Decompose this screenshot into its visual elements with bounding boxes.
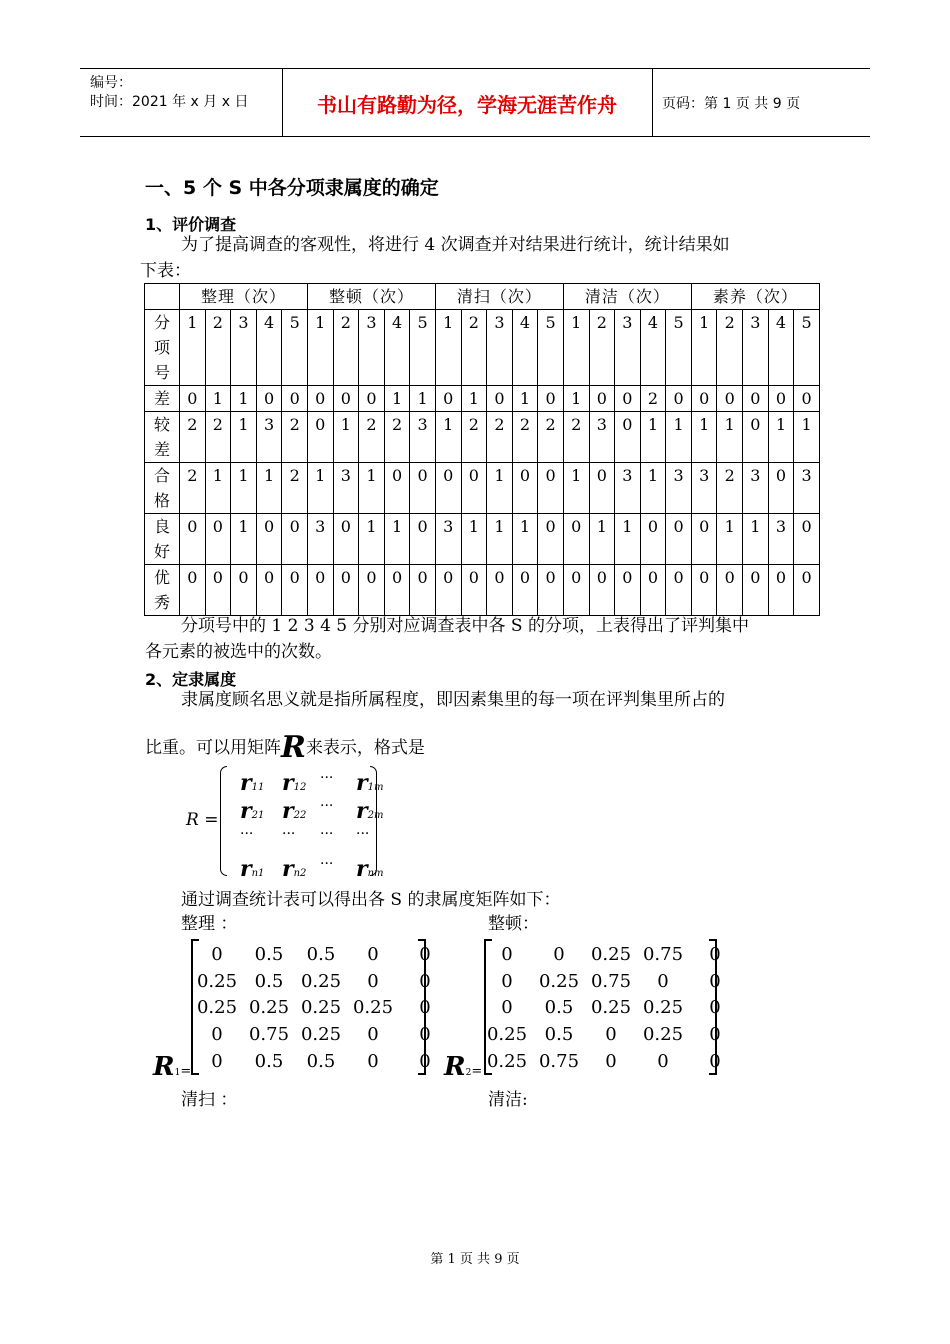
table-group-header: 整理（次） — [180, 284, 308, 310]
r1-entry: 0 — [419, 1024, 431, 1045]
table-cell: 0 — [435, 565, 461, 616]
r1-entry: 0 — [367, 944, 379, 965]
r1-entry: 0.25 — [196, 971, 238, 992]
table-cell: 0 — [461, 463, 487, 514]
section-title: 一、5 个 S 中各分项隶属度的确定 — [145, 177, 439, 199]
table-item-number: 1 — [691, 310, 717, 386]
general-matrix-entry: rn2 — [282, 856, 307, 882]
r1-entry: 0 — [211, 1051, 223, 1072]
table-cell: 2 — [563, 412, 589, 463]
table-cell: 0 — [589, 463, 615, 514]
R2-subscript: 2 — [465, 1068, 472, 1078]
table-cell: 0 — [256, 514, 282, 565]
table-cell: 0 — [538, 463, 564, 514]
table-cell: 1 — [743, 514, 769, 565]
r2-entry: 0 — [501, 971, 513, 992]
table-cell: 1 — [231, 514, 257, 565]
table-cell: 3 — [435, 514, 461, 565]
table-item-number: 4 — [512, 310, 538, 386]
R2-symbol: R — [444, 1052, 466, 1082]
table-cell: 0 — [768, 386, 794, 412]
table-group-header: 整顿（次） — [307, 284, 435, 310]
table-cell: 1 — [333, 412, 359, 463]
table-item-number: 1 — [307, 310, 333, 386]
r2-entry: 0 — [657, 1051, 669, 1072]
table-cell: 1 — [256, 463, 282, 514]
table-cell: 0 — [691, 386, 717, 412]
table-cell: 0 — [205, 514, 231, 565]
r1-entry: 0.5 — [306, 1051, 336, 1072]
r2-entry: 0.25 — [486, 1051, 528, 1072]
table-cell: 2 — [538, 412, 564, 463]
r2-entry: 0.25 — [590, 997, 632, 1018]
table-cell: 0 — [794, 565, 820, 616]
table-cell: 0 — [717, 386, 743, 412]
table-cell: 2 — [180, 463, 206, 514]
table-cell: 1 — [231, 386, 257, 412]
table-cell: 1 — [512, 514, 538, 565]
table-cell: 2 — [512, 412, 538, 463]
r2-entry: 0 — [709, 944, 721, 965]
general-matrix-entry: r12 — [282, 770, 307, 796]
r2-entry: 0 — [605, 1051, 617, 1072]
table-cell: 0 — [743, 412, 769, 463]
r1-entry: 0 — [367, 1051, 379, 1072]
r1-entry: 0.25 — [248, 997, 290, 1018]
general-matrix-entry: r22 — [282, 798, 307, 824]
paragraph-1-line-2: 下表： — [140, 261, 191, 281]
table-cell: 1 — [589, 514, 615, 565]
table-cell: 0 — [512, 463, 538, 514]
table-item-number: 5 — [538, 310, 564, 386]
paragraph-2-line-2: 各元素的被选中的次数。 — [145, 642, 332, 662]
table-cell: 0 — [487, 386, 513, 412]
table-row-label: 差 — [145, 386, 180, 412]
R1-label: R1= — [153, 1052, 192, 1082]
table-cell: 0 — [768, 565, 794, 616]
paragraph-3-line-1: 隶属度顾名思义就是指所属程度，即因素集里的每一项在评判集里所占的 — [181, 690, 725, 710]
table-cell: 0 — [307, 412, 333, 463]
table-cell: 0 — [410, 463, 436, 514]
r1-entry: 0.25 — [300, 1024, 342, 1045]
r2-entry: 0 — [657, 971, 669, 992]
r2-entry: 0 — [709, 1051, 721, 1072]
label-qingsao: 清扫 ： — [181, 1090, 238, 1110]
table-group-header: 清洁（次） — [563, 284, 691, 310]
table-item-number: 5 — [794, 310, 820, 386]
r1-entry: 0.5 — [254, 971, 284, 992]
table-cell: 0 — [461, 565, 487, 616]
table-cell: 2 — [461, 412, 487, 463]
table-cell: 0 — [307, 386, 333, 412]
label-zhengli: 整理 ： — [181, 914, 238, 934]
table-cell: 2 — [487, 412, 513, 463]
table-cell: 0 — [666, 514, 692, 565]
table-cell: 1 — [563, 463, 589, 514]
table-cell: 2 — [282, 463, 308, 514]
table-cell: 0 — [691, 514, 717, 565]
table-cell: 0 — [359, 386, 385, 412]
table-item-number: 2 — [589, 310, 615, 386]
table-cell: 3 — [666, 463, 692, 514]
table-item-number: 3 — [615, 310, 641, 386]
r2-entry: 0 — [553, 944, 565, 965]
table-cell: 0 — [794, 514, 820, 565]
r2-entry: 0.75 — [590, 971, 632, 992]
page-number-label: 页码：第 1 页 共 9 页 — [662, 96, 801, 112]
paragraph-3-text-b: 来表示，格式是 — [305, 738, 425, 758]
R1-subscript: 1 — [174, 1068, 181, 1078]
table-cell: 1 — [512, 386, 538, 412]
table-cell: 3 — [589, 412, 615, 463]
table-cell: 0 — [615, 412, 641, 463]
table-cell: 2 — [180, 412, 206, 463]
table-cell: 3 — [768, 514, 794, 565]
table-cell: 0 — [615, 565, 641, 616]
table-cell: 1 — [461, 386, 487, 412]
motto: 书山有路勤为径，学海无涯苦作舟 — [317, 93, 617, 117]
table-item-number: 3 — [743, 310, 769, 386]
table-item-number: 3 — [487, 310, 513, 386]
general-matrix-entry: ··· — [320, 826, 334, 842]
subsection-membership: 2、定隶属度 — [145, 670, 237, 689]
table-cell: 1 — [359, 514, 385, 565]
r2-entry: 0.5 — [544, 1024, 574, 1045]
table-item-number: 1 — [435, 310, 461, 386]
table-cell: 2 — [205, 412, 231, 463]
table-cell: 0 — [563, 565, 589, 616]
table-cell: 0 — [180, 386, 206, 412]
table-cell: 1 — [410, 386, 436, 412]
table-cell: 1 — [717, 412, 743, 463]
table-cell: 0 — [538, 514, 564, 565]
matrix-symbol-R: R — [281, 730, 306, 765]
r1-entry: 0.25 — [300, 997, 342, 1018]
label-zhengdun: 整顿： — [488, 914, 539, 934]
r1-entry: 0 — [367, 1024, 379, 1045]
r2-entry: 0.25 — [642, 997, 684, 1018]
table-item-number: 4 — [256, 310, 282, 386]
table-cell: 0 — [691, 565, 717, 616]
table-item-number: 2 — [461, 310, 487, 386]
table-cell: 1 — [563, 386, 589, 412]
table-cell: 3 — [256, 412, 282, 463]
table-cell: 0 — [384, 463, 410, 514]
paragraph-4: 通过调查统计表可以得出各 S 的隶属度矩阵如下： — [181, 890, 561, 910]
table-cell: 0 — [384, 565, 410, 616]
r1-entry: 0 — [419, 997, 431, 1018]
r1-entry: 0 — [419, 944, 431, 965]
table-cell: 0 — [256, 565, 282, 616]
table-cell: 1 — [717, 514, 743, 565]
general-matrix-entry: rnm — [356, 856, 384, 882]
r2-entry: 0.75 — [538, 1051, 580, 1072]
table-cell: 0 — [666, 565, 692, 616]
r1-entry: 0.75 — [248, 1024, 290, 1045]
table-cell: 1 — [231, 412, 257, 463]
general-matrix-entry: r2m — [356, 798, 384, 824]
table-item-number: 4 — [384, 310, 410, 386]
table-cell: 3 — [333, 463, 359, 514]
table-cell: 0 — [333, 386, 359, 412]
r1-entry: 0.25 — [196, 997, 238, 1018]
table-group-header: 素养（次） — [691, 284, 819, 310]
r1-entry: 0 — [419, 1051, 431, 1072]
table-cell: 0 — [615, 386, 641, 412]
r2-entry: 0 — [709, 997, 721, 1018]
general-matrix-lhs: R = — [186, 810, 219, 830]
table-cell: 1 — [359, 463, 385, 514]
number-label: 编号： — [90, 75, 132, 91]
table-cell: 1 — [461, 514, 487, 565]
r2-entry: 0 — [709, 1024, 721, 1045]
table-cell: 1 — [794, 412, 820, 463]
table-cell: 0 — [180, 565, 206, 616]
table-cell: 2 — [717, 463, 743, 514]
table-cell: 0 — [743, 565, 769, 616]
r1-entry: 0.5 — [306, 944, 336, 965]
table-cell: 1 — [691, 412, 717, 463]
table-cell: 0 — [768, 463, 794, 514]
table-item-number: 4 — [640, 310, 666, 386]
general-matrix-entry: r21 — [240, 798, 265, 824]
table-cell: 0 — [666, 386, 692, 412]
table-cell: 1 — [205, 386, 231, 412]
table-cell: 0 — [487, 565, 513, 616]
table-cell: 1 — [640, 463, 666, 514]
table-item-number: 2 — [333, 310, 359, 386]
table-cell: 0 — [794, 386, 820, 412]
table-row-label: 良好 — [145, 514, 180, 565]
table-cell: 0 — [589, 565, 615, 616]
table-cell: 3 — [410, 412, 436, 463]
table-cell: 0 — [563, 514, 589, 565]
r2-entry: 0.25 — [590, 944, 632, 965]
table-cell: 3 — [691, 463, 717, 514]
r2-entry: 0 — [709, 971, 721, 992]
table-cell: 0 — [359, 565, 385, 616]
r1-entry: 0 — [419, 971, 431, 992]
r2-entry: 0.25 — [486, 1024, 528, 1045]
page-footer: 第 1 页 共 9 页 — [430, 1252, 520, 1267]
table-cell: 2 — [359, 412, 385, 463]
table-cell: 0 — [282, 514, 308, 565]
table-item-number: 2 — [717, 310, 743, 386]
table-cell: 0 — [282, 565, 308, 616]
table-cell: 0 — [282, 386, 308, 412]
r2-entry: 0 — [501, 944, 513, 965]
table-cell: 1 — [487, 514, 513, 565]
table-cell: 1 — [384, 514, 410, 565]
r1-entry: 0 — [211, 944, 223, 965]
table-item-number: 4 — [768, 310, 794, 386]
table-cell: 1 — [231, 463, 257, 514]
table-item-number: 3 — [359, 310, 385, 386]
table-cell: 0 — [512, 565, 538, 616]
r2-entry: 0.25 — [642, 1024, 684, 1045]
r1-entry: 0.25 — [352, 997, 394, 1018]
time-label: 时间：2021 年 x 月 x 日 — [90, 94, 249, 110]
R1-symbol: R — [153, 1052, 175, 1082]
table-item-number: 1 — [563, 310, 589, 386]
table-item-number: 1 — [180, 310, 206, 386]
general-matrix-entry: r11 — [240, 770, 265, 796]
table-cell: 3 — [615, 463, 641, 514]
r2-entry: 0.25 — [538, 971, 580, 992]
table-item-number: 5 — [282, 310, 308, 386]
table-item-number: 5 — [666, 310, 692, 386]
r1-entry: 0 — [211, 1024, 223, 1045]
table-item-number: 5 — [410, 310, 436, 386]
general-matrix-entry: ··· — [320, 798, 334, 814]
subsection-evaluation: 1、评价调查 — [145, 215, 237, 234]
general-matrix-entry: ··· — [320, 770, 334, 786]
table-cell: 0 — [410, 514, 436, 565]
table-cell: 0 — [640, 514, 666, 565]
table-cell: 0 — [333, 565, 359, 616]
r2-entry: 0.5 — [544, 997, 574, 1018]
paragraph-1-line-1: 为了提高调查的客观性，将进行 4 次调查并对结果进行统计，统计结果如 — [181, 235, 730, 255]
r1-entry: 0.5 — [254, 1051, 284, 1072]
table-cell: 0 — [333, 514, 359, 565]
table-item-number: 2 — [205, 310, 231, 386]
table-cell: 1 — [768, 412, 794, 463]
table-cell: 0 — [435, 386, 461, 412]
table-cell: 0 — [307, 565, 333, 616]
table-cell: 1 — [666, 412, 692, 463]
table-cell: 1 — [205, 463, 231, 514]
table-cell: 2 — [384, 412, 410, 463]
paragraph-3-text-a: 比重。可以用矩阵 — [145, 738, 281, 758]
table-row-label: 较差 — [145, 412, 180, 463]
r2-entry: 0.75 — [642, 944, 684, 965]
r1-entry: 0 — [367, 971, 379, 992]
table-cell: 0 — [256, 386, 282, 412]
table-cell: 3 — [307, 514, 333, 565]
table-cell: 0 — [589, 386, 615, 412]
general-matrix-entry: ··· — [282, 826, 296, 842]
paragraph-2-line-1: 分项号中的 1 2 3 4 5 分别对应调查表中各 S 的分项，上表得出了评判集中 — [181, 616, 749, 636]
R2-label: R2= — [444, 1052, 483, 1082]
general-matrix-left-paren — [220, 766, 227, 876]
general-matrix-entry: rn1 — [240, 856, 265, 882]
table-cell: 2 — [282, 412, 308, 463]
r1-entry: 0.25 — [300, 971, 342, 992]
table-cell: 0 — [538, 386, 564, 412]
table-row-label: 优秀 — [145, 565, 180, 616]
table-cell: 3 — [794, 463, 820, 514]
table-item-number: 3 — [231, 310, 257, 386]
table-cell: 2 — [640, 386, 666, 412]
general-matrix-entry: ··· — [356, 826, 370, 842]
general-matrix-entry: ··· — [320, 856, 334, 872]
table-group-header: 清扫（次） — [435, 284, 563, 310]
table-cell: 1 — [615, 514, 641, 565]
table-cell: 0 — [205, 565, 231, 616]
table-cell: 1 — [384, 386, 410, 412]
table-cell: 0 — [538, 565, 564, 616]
table-cell: 0 — [743, 386, 769, 412]
table-cell: 0 — [640, 565, 666, 616]
general-matrix-entry: r1m — [356, 770, 384, 796]
table-cell: 3 — [743, 463, 769, 514]
table-cell: 0 — [717, 565, 743, 616]
table-cell: 1 — [487, 463, 513, 514]
r2-entry: 0 — [605, 1024, 617, 1045]
table-cell: 1 — [307, 463, 333, 514]
table-cell: 0 — [435, 463, 461, 514]
table-cell: 0 — [180, 514, 206, 565]
table-cell: 1 — [640, 412, 666, 463]
table-cell: 0 — [410, 565, 436, 616]
table-cell: 1 — [435, 412, 461, 463]
table-row-label: 分项号 — [145, 310, 180, 386]
table-row-label: 合格 — [145, 463, 180, 514]
table-cell: 0 — [231, 565, 257, 616]
general-matrix-entry: ··· — [240, 826, 254, 842]
label-qingjie: 清洁: — [488, 1090, 528, 1110]
r1-entry: 0.5 — [254, 944, 284, 965]
r2-entry: 0 — [501, 997, 513, 1018]
